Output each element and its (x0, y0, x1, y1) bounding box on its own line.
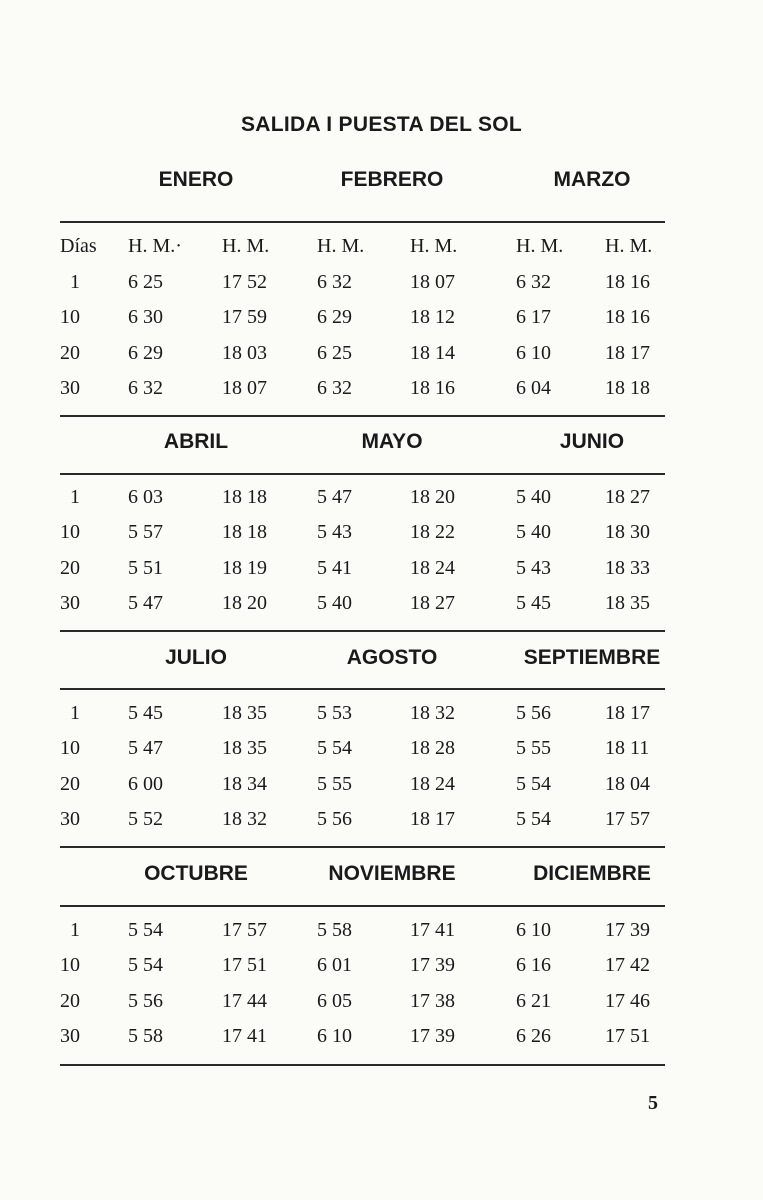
day-cell: 10 (60, 737, 80, 760)
divider-rule (60, 1064, 665, 1066)
page-title: SALIDA I PUESTA DEL SOL (240, 113, 523, 136)
time-cell: 5 58 (128, 1024, 163, 1047)
day-cell: 30 (60, 1024, 80, 1047)
time-cell: 5 45 (516, 591, 551, 614)
time-column-header: H. M. (516, 235, 564, 257)
time-column-header: H. M. (605, 235, 653, 257)
time-cell: 17 51 (222, 954, 267, 977)
time-cell: 6 29 (317, 306, 352, 329)
time-cell: 18 22 (410, 521, 455, 544)
day-cell: 30 (60, 376, 80, 399)
time-cell: 5 57 (128, 521, 163, 544)
divider-rule (60, 846, 665, 848)
time-cell: 18 19 (222, 556, 267, 579)
time-cell: 17 57 (222, 919, 267, 941)
day-cell: 10 (60, 306, 80, 329)
month-heading: NOVIEMBRE (328, 862, 456, 885)
time-cell: 17 41 (222, 1024, 267, 1047)
time-cell: 5 54 (516, 772, 551, 795)
time-cell: 18 16 (605, 306, 650, 329)
time-cell: 5 54 (128, 919, 163, 941)
days-column-header: Días (60, 235, 97, 257)
month-heading: SEPTIEMBRE (523, 646, 661, 669)
time-cell: 6 30 (128, 306, 163, 329)
day-cell: 1 (70, 702, 80, 724)
time-cell: 6 04 (516, 376, 551, 399)
day-cell: 20 (60, 989, 80, 1012)
time-cell: 6 32 (317, 271, 352, 293)
time-cell: 6 32 (317, 376, 352, 399)
time-cell: 6 01 (317, 954, 352, 977)
time-cell: 18 35 (222, 702, 267, 724)
day-cell: 30 (60, 807, 80, 830)
day-cell: 10 (60, 954, 80, 977)
time-cell: 18 04 (605, 772, 650, 795)
month-heading: MAYO (361, 430, 423, 453)
time-cell: 18 07 (410, 271, 455, 293)
time-cell: 5 51 (128, 556, 163, 579)
time-cell: 5 47 (128, 591, 163, 614)
time-cell: 6 25 (317, 341, 352, 364)
time-cell: 5 55 (317, 772, 352, 795)
time-cell: 6 32 (516, 271, 551, 293)
time-cell: 5 47 (128, 737, 163, 760)
time-cell: 5 40 (516, 521, 551, 544)
time-column-header: H. M. (410, 235, 458, 257)
time-cell: 5 45 (128, 702, 163, 724)
time-cell: 5 53 (317, 702, 352, 724)
time-cell: 17 39 (605, 919, 650, 941)
time-cell: 6 26 (516, 1024, 551, 1047)
divider-rule (60, 630, 665, 632)
divider-rule (60, 221, 665, 223)
month-heading: MARZO (553, 168, 631, 191)
time-cell: 5 41 (317, 556, 352, 579)
time-cell: 5 40 (317, 591, 352, 614)
time-column-header: H. M.· (128, 235, 182, 257)
time-column-header: H. M. (222, 235, 270, 257)
time-cell: 17 38 (410, 989, 455, 1012)
page-number: 5 (648, 1092, 658, 1114)
time-cell: 18 16 (410, 376, 455, 399)
time-cell: 6 25 (128, 271, 163, 293)
time-cell: 5 54 (128, 954, 163, 977)
month-heading: OCTUBRE (144, 862, 248, 885)
day-cell: 30 (60, 591, 80, 614)
time-cell: 6 03 (128, 486, 163, 508)
time-cell: 6 10 (516, 919, 551, 941)
time-cell: 18 17 (605, 702, 650, 724)
day-cell: 1 (70, 486, 80, 508)
divider-rule (60, 415, 665, 417)
time-cell: 17 42 (605, 954, 650, 977)
time-cell: 18 17 (410, 807, 455, 830)
month-heading: JULIO (165, 646, 227, 669)
time-cell: 18 20 (222, 591, 267, 614)
time-cell: 6 17 (516, 306, 551, 329)
time-cell: 5 43 (516, 556, 551, 579)
month-heading: JUNIO (559, 430, 625, 453)
month-heading: DICIEMBRE (533, 862, 651, 885)
month-heading: ABRIL (163, 430, 229, 453)
time-cell: 18 28 (410, 737, 455, 760)
time-cell: 18 27 (605, 486, 650, 508)
time-column-header: H. M. (317, 235, 365, 257)
time-cell: 18 12 (410, 306, 455, 329)
time-cell: 6 00 (128, 772, 163, 795)
time-cell: 18 11 (605, 737, 650, 760)
divider-rule (60, 905, 665, 907)
time-cell: 5 56 (128, 989, 163, 1012)
time-cell: 18 07 (222, 376, 267, 399)
time-cell: 5 56 (317, 807, 352, 830)
time-cell: 18 03 (222, 341, 267, 364)
time-cell: 17 44 (222, 989, 267, 1012)
time-cell: 5 54 (317, 737, 352, 760)
time-cell: 18 18 (605, 376, 650, 399)
time-cell: 18 20 (410, 486, 455, 508)
time-cell: 5 40 (516, 486, 551, 508)
time-cell: 18 33 (605, 556, 650, 579)
time-cell: 18 17 (605, 341, 650, 364)
month-heading: FEBRERO (340, 168, 444, 191)
day-cell: 20 (60, 556, 80, 579)
time-cell: 5 47 (317, 486, 352, 508)
time-cell: 17 52 (222, 271, 267, 293)
time-cell: 18 32 (222, 807, 267, 830)
day-cell: 20 (60, 772, 80, 795)
time-cell: 6 29 (128, 341, 163, 364)
time-cell: 17 51 (605, 1024, 650, 1047)
time-cell: 18 32 (410, 702, 455, 724)
time-cell: 18 16 (605, 271, 650, 293)
time-cell: 6 10 (516, 341, 551, 364)
divider-rule (60, 473, 665, 475)
month-heading: AGOSTO (346, 646, 438, 669)
time-cell: 17 46 (605, 989, 650, 1012)
time-cell: 18 24 (410, 772, 455, 795)
time-cell: 17 41 (410, 919, 455, 941)
time-cell: 5 54 (516, 807, 551, 830)
time-cell: 5 58 (317, 919, 352, 941)
time-cell: 18 24 (410, 556, 455, 579)
divider-rule (60, 688, 665, 690)
time-cell: 18 18 (222, 521, 267, 544)
day-cell: 1 (70, 919, 80, 941)
time-cell: 18 18 (222, 486, 267, 508)
time-cell: 6 05 (317, 989, 352, 1012)
time-cell: 5 43 (317, 521, 352, 544)
time-cell: 6 16 (516, 954, 551, 977)
time-cell: 6 10 (317, 1024, 352, 1047)
time-cell: 17 39 (410, 1024, 455, 1047)
time-cell: 18 14 (410, 341, 455, 364)
time-cell: 5 56 (516, 702, 551, 724)
time-cell: 5 52 (128, 807, 163, 830)
time-cell: 18 35 (605, 591, 650, 614)
time-cell: 6 21 (516, 989, 551, 1012)
time-cell: 6 32 (128, 376, 163, 399)
time-cell: 18 30 (605, 521, 650, 544)
time-cell: 18 27 (410, 591, 455, 614)
time-cell: 17 57 (605, 807, 650, 830)
day-cell: 10 (60, 521, 80, 544)
time-cell: 17 39 (410, 954, 455, 977)
time-cell: 17 59 (222, 306, 267, 329)
day-cell: 20 (60, 341, 80, 364)
time-cell: 18 35 (222, 737, 267, 760)
time-cell: 5 55 (516, 737, 551, 760)
time-cell: 18 34 (222, 772, 267, 795)
day-cell: 1 (70, 271, 80, 293)
month-heading: ENERO (158, 168, 234, 191)
